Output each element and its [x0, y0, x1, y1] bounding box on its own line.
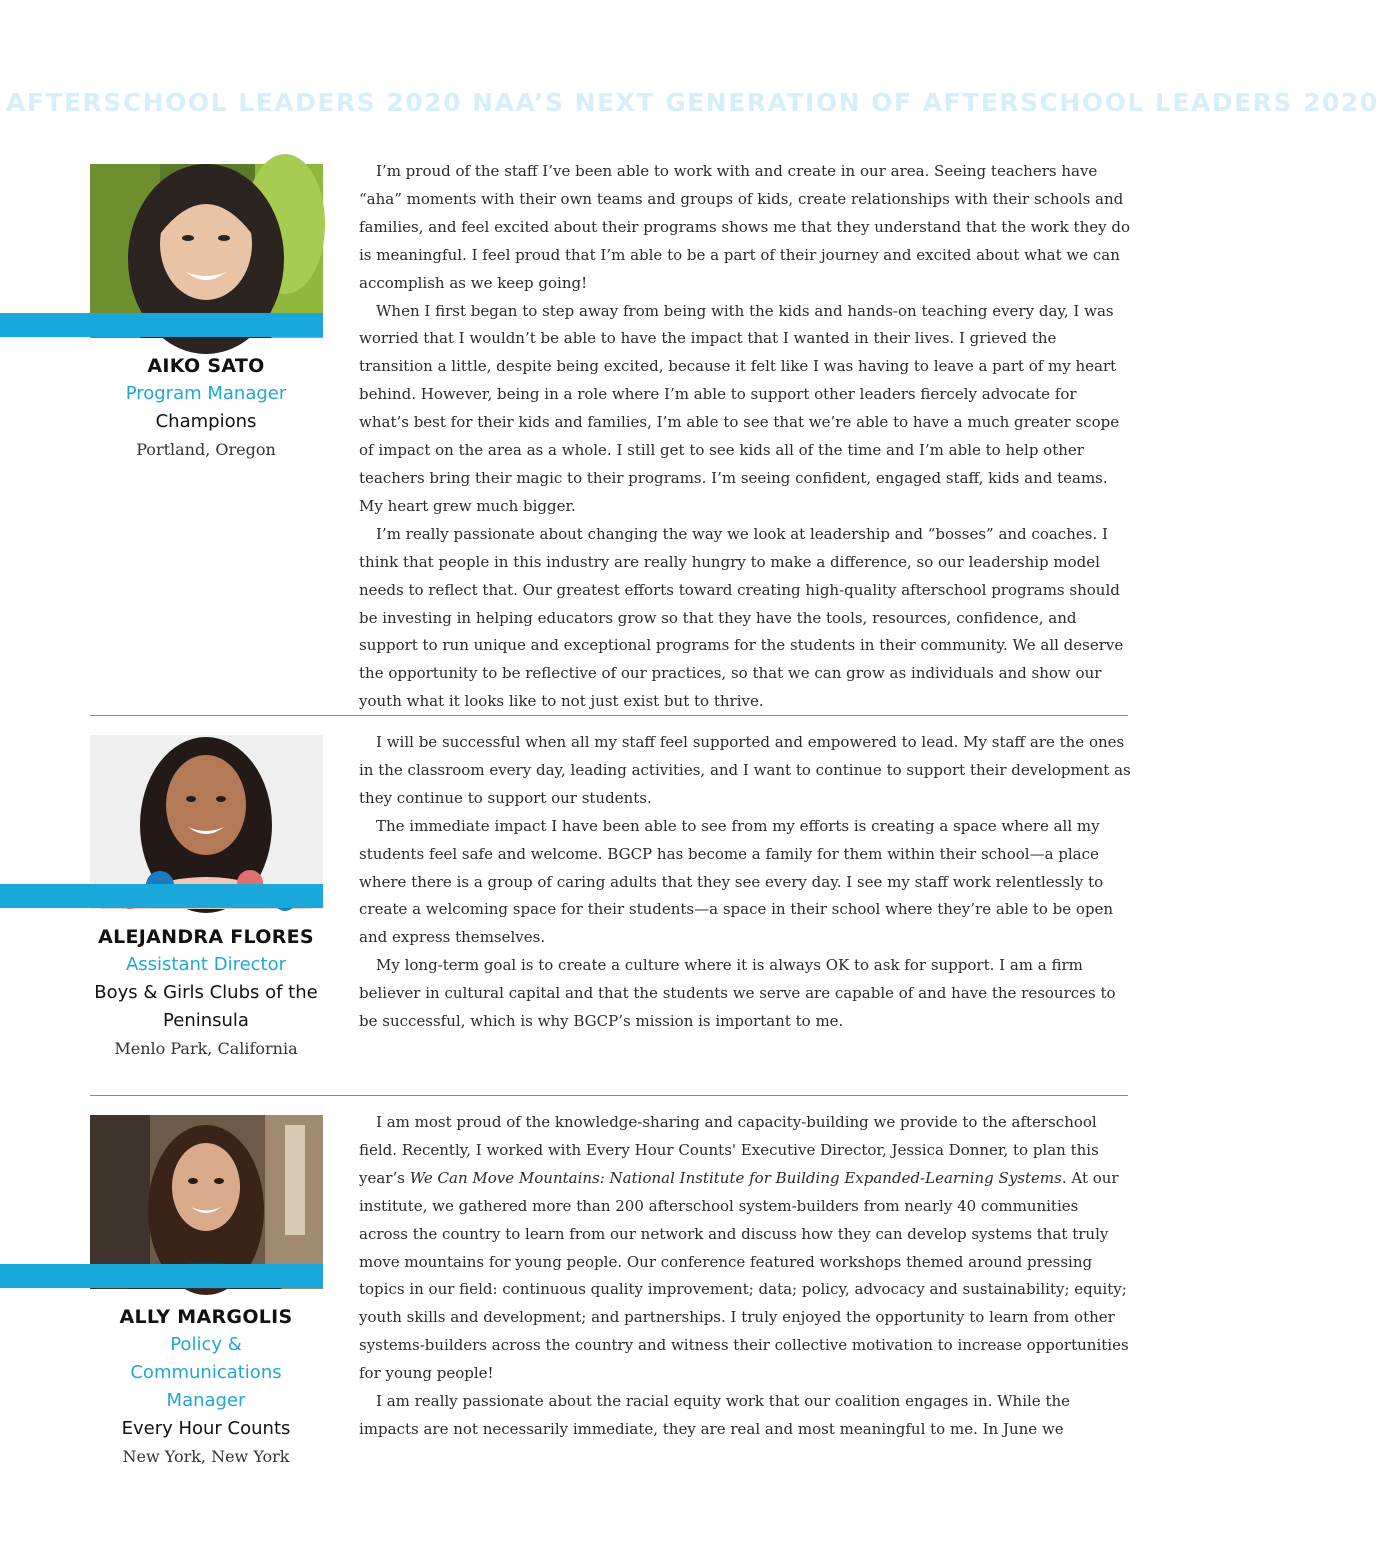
profile-info [82, 1303, 330, 1471]
person-location: New York, New York [122, 1447, 290, 1466]
body-paragraph: When I first began to step away from being with the kids and hands-on teaching every day, I was worried that I wouldn’t be able to have the impact that I wanted in their lives. I grieved the transition a little, despite being excited, because it felt like I was having to leave a part of my heart behind. However, being in a role where I’m able to support other leaders fiercely advocate for what’s best for their kids and families, I’m able to see that we’re able to have a much greater scope of impact on the area as a whole. I still get to see kids all of the time and I’m able to help other teachers bring their magic to their programs. I’m seeing confident, engaged staff, kids and teams. My heart grew much bigger. [359, 301, 1120, 515]
person-role: Policy & Communications Manager [130, 1334, 282, 1411]
section-divider [90, 715, 1128, 716]
person-role: Assistant Director [125, 954, 287, 975]
profile-body [359, 158, 1131, 716]
body-paragraph: I am really passionate about the racial equity work that our coalition engages in. While the impacts are not necessarily immediate, they are real and most meaningful to me. In June we [359, 1392, 1071, 1438]
accent-bar [0, 884, 323, 908]
profile-info [82, 352, 330, 464]
portrait-photo [90, 164, 323, 338]
body-paragraph [359, 1109, 1131, 1388]
text-segment: . At our institute, we gathered more than 200 afterschool system-builders from nearly 40 communities across the country to learn from our network and discuss how they can develop systems that truly move mountains for young people. Our conference featured workshops themed around pressing topics in our field: continuous quality improvement; data; policy, advocacy and sustainability; equity; youth skills and development; and partnerships. I truly enjoyed the opportunity to learn from other systems-builders across the country and witness their collective motivation to increase opportunities for young people! [359, 1168, 1129, 1383]
person-role: Program Manager [125, 383, 287, 404]
body-paragraph: I’m proud of the staff I’ve been able to work with and create in our area. Seeing teachers have “aha” moments with their own teams and groups of kids, create relationships with their schools and families, and feel excited about their programs shows me that they understand that the work they do is meaningful. I feel proud that I’m able to be a part of their journey and excited about what we can accomplish as we keep going! [359, 162, 1130, 292]
profile-info [82, 923, 330, 1063]
person-name: AIKO SATO [147, 355, 265, 377]
body-paragraph: I’m really passionate about changing the way we look at leadership and “bosses” and coaches. I think that people in this industry are really hungry to make a difference, so our leadership model needs to reflect that. Our greatest efforts toward creating high-quality afterschool programs should be investing in helping educators grow so that they have the tools, resources, confidence, and support to run unique and exceptional programs for the students in their community. We all deserve the opportunity to be reflective of our practices, so that we can grow as individuals and show our youth what it looks like to not just exist but to thrive. [359, 524, 1124, 711]
body-paragraph: The immediate impact I have been able to see from my efforts is creating a space where all my students feel safe and welcome. BGCP has become a family for them within their school—a place where there is a group of caring adults that they see every day. I see my staff work relentlessly to create a welcoming space for their students—a space in their school where they’re able to be open and express themselves. [359, 816, 1114, 947]
page-banner [0, 86, 1379, 126]
body-paragraph: My long-term goal is to create a culture where it is always OK to ask for support. I am a firm believer in cultural capital and that the students we serve are capable of and have the resources to be successful, which is why BGCP’s mission is important to me. [359, 956, 1116, 1031]
accent-bar [0, 1264, 323, 1288]
person-name: ALEJANDRA FLORES [98, 926, 314, 948]
person-location: Portland, Oregon [136, 440, 276, 459]
event-title-italic: We Can Move Mountains: National Institute for Building Expanded-Learning Systems [409, 1168, 1062, 1187]
portrait-photo [90, 1115, 323, 1289]
portrait-photo [90, 735, 323, 909]
text-segment: I am most proud of the knowledge-sharing and capacity-building we provide to the afterschool field. Recently, I worked with Every Hour Counts' Executive Director, Jessica Donner, to plan this year’s [359, 1113, 1099, 1187]
person-organization: Champions [155, 411, 257, 432]
body-paragraph: I will be successful when all my staff feel supported and empowered to lead. My staff are the ones in the classroom every day, leading activities, and I want to continue to support their development as they continue to support our students. [359, 733, 1131, 807]
person-organization: Every Hour Counts [121, 1418, 291, 1439]
accent-bar [0, 313, 323, 337]
person-location: Menlo Park, California [114, 1039, 298, 1058]
person-name: ALLY MARGOLIS [119, 1306, 293, 1328]
profile-body [359, 729, 1131, 1036]
person-organization: Boys & Girls Clubs of the Peninsula [94, 982, 318, 1031]
section-divider [90, 1095, 1128, 1096]
banner-text: AFTERSCHOOL LEADERS 2020 NAA’S NEXT GENERATION OF AFTERSCHOOL LEADERS 2020 [6, 88, 1379, 117]
profile-body [359, 1109, 1131, 1444]
